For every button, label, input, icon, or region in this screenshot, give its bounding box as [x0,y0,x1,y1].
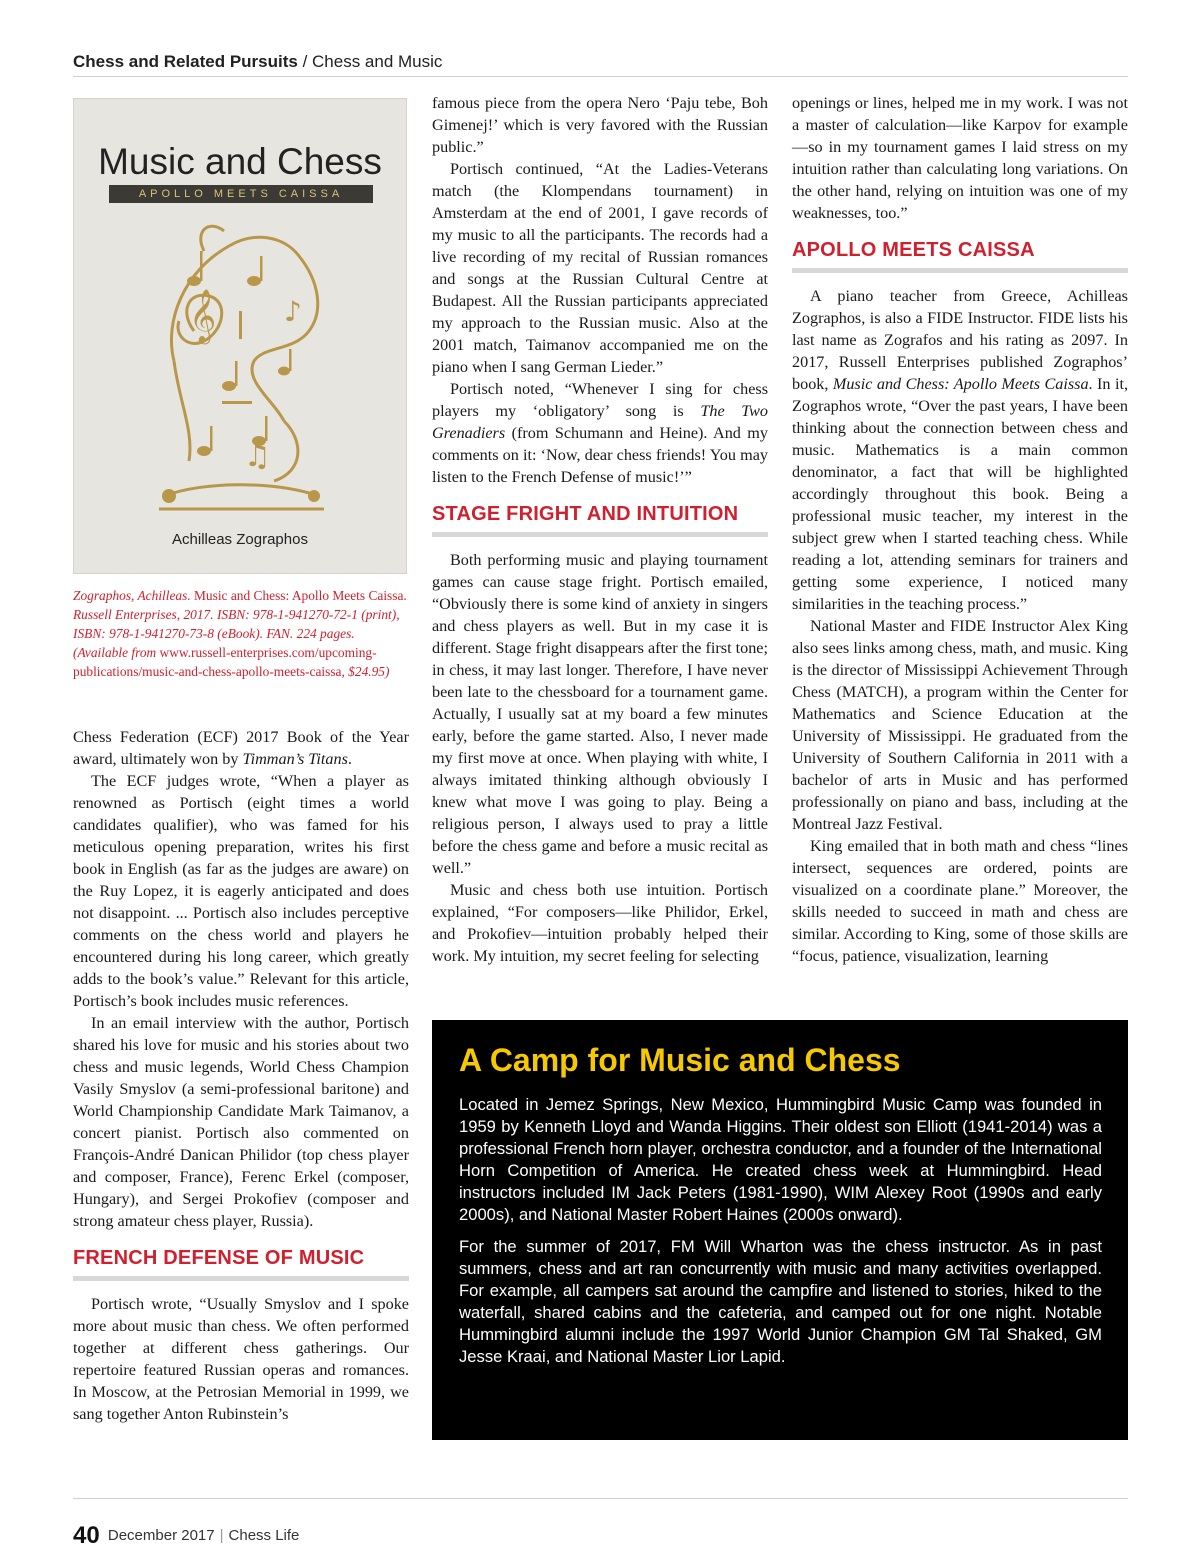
paragraph: Portisch continued, “At the Ladies-Veterans match (the Klompendans tournament) in Amsterdam at the end of 2001, I gave records of my music to all the participants. The records had a live recording of my recital of Russian romances and songs at the Russian Cultural Centre at Budapest. All the Russian participants appreciated my approach to the Russian music. Also at the 2001 match, Taimanov accompanied me on the piano when I sang German Lieder.” [432,160,768,376]
section-title: Chess and Related Pursuits [73,52,298,71]
header-divider [73,76,1128,77]
subsection-title: Chess and Music [312,52,443,71]
column-3 [792,92,1128,967]
paragraph: King emailed that in both math and chess “lines intersect, sequences are ordered, points are visualized on a coordinate plane.” Moreover, the skills needed to succeed in math and chess are similar. According to King, some of those skills are “focus, patience, visualization, learning [792,837,1128,965]
paragraph: In an email interview with the author, Portisch shared his love for music and his stories about two chess and music legends, World Chess Champion Vasily Smyslov (a semi-professional baritone) and World Championship Candidate Mark Taimanov, a concert pianist. Portisch also commented on François-André Danican Philidor (top chess player and composer, France), Ferenc Erkel (composer, Hungary), and Sergei Prokofiev (composer and strong amateur chess player, Russia). [73,1014,409,1230]
cover-author: Achilleas Zographos [172,531,308,548]
caption-author: Zographos, Achilleas. [73,588,191,603]
paragraph: National Master and FIDE Instructor Alex King also sees links among chess, math, and music. King is the director of Mississippi Achievement Through Chess (MATCH), a program within the Center for Mathematics and Science Education at the University of Mississippi. He graduated from the University of Southern California in 2011 with a bachelor of arts in Music and has performed professionally on piano and bass, including at the Montreal Jazz Festival. [792,617,1128,833]
paragraph: openings or lines, helped me in my work. I was not a master of calculation—like Karpov for example—so in my tournament games I laid stress on my intuition rather than calculating long variations. On the other hand, relying on intuition was one of my weaknesses, too.” [792,94,1128,222]
song-title-italic: The Two Grenadiers [432,402,768,442]
book-title-italic: Music and Chess: Apollo Meets Caissa [832,375,1089,393]
section-heading-french-defense: FRENCH DEFENSE OF MUSIC [73,1246,409,1281]
cover-title: Music and Chess [98,141,382,182]
paragraph: A piano teacher from Greece, Achilleas Zographos, is also a FIDE Instructor. FIDE lists his last name as Zografos and his rating as 2097. In 2017, Russell Enterprises published Zographos’ book, Music and Chess: Apollo Meets Caissa. In it, Zographos wrote, “Over the past years, I have been thinking about the connection between chess and music. Mathematics is a main common denominator, a fact that will be highlighted accordingly throughout this book. Being a professional music teacher, my interest in the subject grew when I started teaching chess. While reading a lot, attending seminars for trainers and getting some experience, I noticed many similarities in the teaching process.” [792,287,1128,613]
section-heading-stage-fright: STAGE FRIGHT AND INTUITION [432,502,768,537]
sidebar-box [432,1020,1128,1440]
sidebar-title: A Camp for Music and Chess [459,1042,901,1078]
caption-details: Russell Enterprises, 2017. ISBN: 978-1-941270-72-1 (print), ISBN: 978-1-941270-73-8 (eBook). FAN. 224 pages. (Available from [73,607,400,660]
column-2 [432,92,768,967]
paragraph: Portisch wrote, “Usually Smyslov and I spoke more about music than chess. We often performed together at different chess gatherings. Our repertoire featured Russian operas and romances. In Moscow, at the Petrosian Memorial in 1999, we sang together Anton Rubinstein’s [73,1295,409,1423]
caption-book-title: Music and Chess: Apollo Meets Caissa. [190,588,407,603]
paragraph: Music and chess both use intuition. Portisch explained, “For composers—like Philidor, Erkel, and Prokofiev—intuition probably helped their work. My intuition, my secret feeling for selecting [432,881,768,965]
cover-subtitle: APOLLO MEETS CAISSA [109,185,373,203]
knight-music-notes-icon [134,211,348,521]
issue-date: December 2017 [107,1527,215,1544]
page-number: 40 [73,1522,100,1549]
footer-separator: | [219,1527,224,1544]
footer [73,1522,299,1550]
paragraph: Both performing music and playing tournament games can cause stage fright. Portisch emailed, “Obviously there is some kind of anxiety in singers and chess players as well. But in my case it is different. Stage fright disappears after the first tone; in chess, it may last longer. Therefore, I have never been late to the chessboard for a tournament game. Actually, I usually sat at my board a few minutes early, before the game started. Also, I never made my first move at once. When playing with white, I always imitated thinking although obviously I knew what move I was going to play. Being a religious person, I always used to pray a little before the chess game and before a music recital as well.” [432,551,768,877]
paragraph: famous piece from the opera Nero ‘Paju tebe, Boh Gimenej!’ which is very favored with the Russian public.” [432,94,768,156]
book-title-italic: Timman’s Titans [242,750,348,768]
running-head [73,52,1128,72]
cover-caption [73,586,409,681]
sidebar-paragraph: For the summer of 2017, FM Will Wharton was the chess instructor. As in past summers, chess and art ran concurrently with music and many activities overlapped. For example, all campers sat around the campfire and listened to stories, hiked to the waterfall, shared cabins and the cafeteria, and camped out for one night. Notable Hummingbird alumni include the 1997 World Junior Champion GM Tal Shaked, GM Jesse Kraai, and National Master Lior Lapid. [459,1237,1102,1366]
paragraph: Chess Federation (ECF) 2017 Book of the Year award, ultimately won by Timman’s Titans. [73,728,409,768]
magazine-name: Chess Life [228,1527,300,1544]
caption-url[interactable]: www.russell-enterprises.com/upcoming-publications/music-and-chess-apollo-meets-caissa [73,645,377,679]
svg-text:♪: ♪ [284,295,302,328]
section-heading-apollo-meets-caissa: APOLLO MEETS CAISSA [792,238,1128,273]
caption-price: , $24.95) [341,664,390,679]
svg-text:𝄞: 𝄞 [189,288,217,342]
footer-divider [73,1498,1128,1499]
header-separator: / [297,52,313,71]
book-cover-image [73,98,407,574]
svg-text:♫: ♫ [244,439,271,474]
sidebar-paragraph: Located in Jemez Springs, New Mexico, Hummingbird Music Camp was founded in 1959 by Kenneth Lloyd and Wanda Higgins. Their oldest son Elliott (1941-2014) was a professional French horn player, orchestra conductor, and a founder of the International Horn Competition of America. He created chess week at Hummingbird. Head instructors included IM Jack Peters (1981-1990), WIM Alexey Root (1990s and early 2000s), and National Master Robert Haines (2000s onward). [459,1095,1102,1224]
paragraph: The ECF judges wrote, “When a player as renowned as Portisch (eight times a world candidates qualifier), who was famed for his meticulous opening preparation, writes his first book in English (as far as the judges are aware) on the Ruy Lopez, it is eagerly anticipated and does not disappoint. ... Portisch also includes perceptive comments on the chess world and players he encountered during his long career, which greatly adds to the book’s value.” Relevant for this article, Portisch’s book includes music references. [73,772,409,1010]
column-1 [73,726,409,1425]
paragraph: Portisch noted, “Whenever I sing for chess players my ‘obligatory’ song is The Two Grenadiers (from Schumann and Heine). And my comments on it: ‘Now, dear chess friends! You may listen to the French Defense of music!’” [432,380,768,486]
